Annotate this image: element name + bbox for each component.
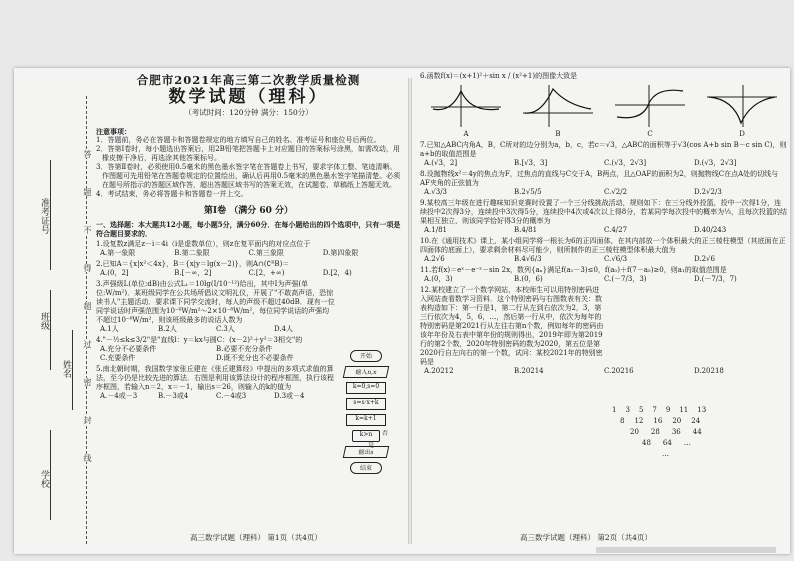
option: C.(√3，2√3] xyxy=(604,159,647,167)
seal-line xyxy=(86,96,87,544)
option: A.1人 xyxy=(100,325,119,333)
question-11 xyxy=(420,266,788,284)
table-cell: … xyxy=(683,439,691,447)
question-stem: 6.函数f(x)＝(x+1)²＋sin x / (x²+1)的图像大致是 xyxy=(420,72,578,80)
flow-input: 输入n,x xyxy=(343,366,390,378)
school-title: 合肥市2021年高三第二次教学质量检测 xyxy=(136,73,361,87)
graph-label: D xyxy=(739,130,745,138)
table-cell: 24 xyxy=(691,417,701,425)
flow-update-k: k=k+1 xyxy=(346,414,386,426)
option: C.4/27 xyxy=(604,226,628,234)
flow-output: 输出s xyxy=(343,446,390,458)
option: C.－4或3 xyxy=(216,392,247,400)
flowchart xyxy=(338,350,394,472)
page-fold xyxy=(408,78,412,544)
number-table xyxy=(612,405,782,460)
binding-label-school: 学校 xyxy=(39,470,49,488)
table-row xyxy=(612,427,782,438)
table-row xyxy=(612,449,782,460)
note-item: 3．答第Ⅱ卷时，必须使用0.5毫米的黑色墨水签字笔在答题卷上书写，要求字体工整、笔迹清晰。作图题可先用铅笔在答题卷规定的位置绘出，确认后再用0.5毫米的黑色墨水签字笔描清楚。必须在题号所指示的答题区域作答，超出答题区域书写的答案无效，在试题卷、草稿纸上答题无效。 xyxy=(96,163,401,189)
option: A.(√3，2] xyxy=(424,159,458,167)
option: B.－3或4 xyxy=(158,392,189,400)
question-stem: 1.设复数z满足z－i＝4i（i是虚数单位），则z在复平面内的对应点位于 xyxy=(96,240,311,248)
option: A.充分不必要条件 xyxy=(100,345,157,353)
binding-label-class: 班级 xyxy=(39,312,49,330)
table-cell: 7 xyxy=(652,406,657,414)
note-item: 2．答第Ⅰ卷时，每小题选出答案后，用2B铅笔把答题卡上对应题目的答案标号涂黑，如需改动，用橡皮擦干净后，再选涂其他答案标号。 xyxy=(96,145,400,162)
option: D.(－7/3，7) xyxy=(694,275,737,283)
table-cell: 1 xyxy=(612,406,617,414)
option: D.2√6 xyxy=(694,255,715,263)
question-2 xyxy=(96,260,401,278)
flow-no: 否 xyxy=(382,430,389,437)
option: C.充要条件 xyxy=(100,354,136,362)
binding-label-name: 姓名 xyxy=(61,360,71,378)
flow-condition: k>n xyxy=(352,430,380,442)
table-cell: 28 xyxy=(650,428,660,436)
option: B.20214 xyxy=(514,367,544,375)
flow-init: k=0,s=0 xyxy=(346,382,386,394)
table-cell: … xyxy=(662,450,669,458)
footer-left: 高三数学试题（理科） 第1页（共4页） xyxy=(190,533,322,542)
question-10 xyxy=(420,237,788,264)
option: B.2人 xyxy=(158,325,177,333)
class-line xyxy=(50,290,51,370)
option: D.(√3，2√3] xyxy=(694,159,737,167)
option: B.必要不充分条件 xyxy=(216,345,273,353)
seal-char: 题 xyxy=(83,188,92,196)
table-row xyxy=(612,416,782,427)
section-intro: 一、选择题：本大题共12小题，每小题5分，满分60分．在每小题给出的四个选项中，只有一项是符合题目要求的． xyxy=(96,220,401,238)
seal-char: 过 xyxy=(83,340,92,348)
option: D.4人 xyxy=(274,325,294,333)
table-row xyxy=(612,405,782,416)
option: B.(0，6) xyxy=(514,275,543,283)
option: C.第三象限 xyxy=(248,249,284,257)
option: A.(0，2] xyxy=(100,269,129,277)
question-stem: 2.已知A＝{x|x²＜4x}，B＝{x|y＝lg(x－2)}，则A∩(∁ᴿB)＝ xyxy=(96,260,290,268)
table-cell: 3 xyxy=(625,406,630,414)
graph-b xyxy=(523,83,593,127)
option: A.第一象限 xyxy=(100,249,136,257)
question-1 xyxy=(96,240,401,258)
question-stem: 11.若f(x)＝eˣ－e⁻ˣ－sin 2x，数列{aₙ}满足f(a₁－3)≤0，f(a₅)＋f(7－a₅)≥0，则a₁的取值范围是 xyxy=(420,266,727,274)
graph-options xyxy=(420,83,788,139)
option: A.(0，3) xyxy=(424,275,453,283)
binding-label-exam-id: 准考证号 xyxy=(39,198,49,234)
table-cell: 64 xyxy=(662,439,672,447)
table-cell: 44 xyxy=(692,428,702,436)
question-stem: 9.某校高三年级在进行趣味知识竞赛时设置了一个三分线挑战活动，规则如下：在三分线外投篮，投中一次得1分，连续投中2次得3分，连续投中3次得5分，连续投中4次或4次以上得8分，若某同学每次投中的概率为⅓，且每次投篮的结果相互独立，则该同学恰好得3分的概率为 xyxy=(420,199,787,225)
question-stem: 4."－½≤k≤3/2"是"直线l：y＝kx与圆C：(x－2)²＋y²＝3相交"的 xyxy=(96,336,303,344)
seal-char: 不 xyxy=(83,226,92,234)
option: C.√2/2 xyxy=(604,188,628,196)
note-item: 4．考试结束，务必将答题卡和答题卷一并上交。 xyxy=(96,190,248,198)
exam-id-line xyxy=(50,160,51,270)
option: B.4√6/3 xyxy=(514,255,542,263)
note-item: 1．答题前，务必在答题卡和答题卷规定的地方填写自己的姓名、准考证号和座位号后两位。 xyxy=(96,136,381,144)
option: D.[2，4) xyxy=(322,269,352,277)
option: A.1/81 xyxy=(424,226,447,234)
question-6 xyxy=(420,72,788,81)
option: D.第四象限 xyxy=(322,249,359,257)
seal-char: 封 xyxy=(83,416,92,424)
table-cell: 9 xyxy=(665,406,671,414)
option: C.20216 xyxy=(604,367,634,375)
table-cell: 8 xyxy=(620,417,625,425)
flow-yes: 是 xyxy=(368,442,375,449)
table-cell: 16 xyxy=(653,417,663,425)
graph-label: C xyxy=(647,130,653,138)
question-12 xyxy=(420,286,788,376)
question-stem: 3.声强级L(单位:dB)由公式L₁＝10lg(I/10⁻¹²)给出，其中I为声强(单位:W/m²)．某班级同学在公共场所倡议文明礼仪，开展了"不敢高声语，恐惊读书人"主题活动．要求课下同学交流时，每人的声级不超过40dB．现有一位同学说话时声强范围为10⁻⁶W/m²～2×10⁻⁸W/m²，每位同学说话的声强均不超过10⁻⁸W/m²，则该班级最多的说话人数为 xyxy=(96,280,335,324)
question-3 xyxy=(96,280,336,334)
footer-right: 高三数学试题（理科） 第2页（共4页） xyxy=(520,533,652,542)
question-stem: 8.设抛物线x²＝4y的焦点为F，过焦点的直线与C交于A，B两点，且△OAF的面积为2，则抛物线C在点A处的切线与AF夹角的正弦值为 xyxy=(420,170,779,187)
seal-char: 得 xyxy=(83,264,92,272)
section-title: 第Ⅰ卷 （满分 60 分） xyxy=(203,206,294,216)
option: B.4/81 xyxy=(514,226,538,234)
flow-start: 开始 xyxy=(350,350,382,362)
graph-label: B xyxy=(555,130,561,138)
option: D.2√2/3 xyxy=(694,188,722,196)
question-5 xyxy=(96,365,336,401)
option: D.40/243 xyxy=(694,226,727,234)
right-page xyxy=(420,70,788,376)
table-cell: 11 xyxy=(679,406,689,414)
option: C.3人 xyxy=(216,325,235,333)
question-9 xyxy=(420,199,788,235)
question-4 xyxy=(96,336,336,363)
option: B.[－∞，2] xyxy=(174,269,212,277)
option: C.[2，+∞) xyxy=(248,269,285,277)
question-stem: 12.某校建立了一个数学网站，本校师生可以用特别密码进入网站查看数学习资料．这个特别密码与右图数表有关：数表构造如下：第一行是1，第二行从左到右依次为2，3，第三行依次为4，5，6，…，然后第一行从中，依次为每年的特别密码是第2021行从左往右第n个数，例如每年的密码由该年年份及右表中第年份的规则得出，2019年即为第2019行的第2个数，2020年特别密码的数为2020，第五位是第2020行自左向右的第一个数，试问：某校2021年的特别密码是 xyxy=(420,286,604,366)
seal-char: 超 xyxy=(83,302,92,310)
option: A.√3/3 xyxy=(424,188,448,196)
table-cell: 36 xyxy=(671,428,681,436)
seal-char: 线 xyxy=(83,454,92,462)
graph-d xyxy=(707,83,777,127)
school-line xyxy=(50,430,51,520)
question-stem: 10.在《通用技术》课上，某小组同学将一根长为6的正四面体，在其内部放一个体积最大的正三棱柱模型（其底面在正四面体的底面上），要求剩余材料尽可能少，则所制作的正三棱柱模型体积最大值为 xyxy=(420,237,786,254)
seal-char: 密 xyxy=(83,378,92,386)
option: B.第二象限 xyxy=(174,249,210,257)
graph-a xyxy=(431,83,501,127)
option: B.[√3，3] xyxy=(514,159,548,167)
name-line xyxy=(72,330,73,410)
table-cell: 12 xyxy=(634,417,644,425)
option: C.√6/3 xyxy=(604,255,628,263)
option: D.既不充分也不必要条件 xyxy=(216,354,294,362)
seal-char: 答 xyxy=(83,150,92,158)
table-cell: 20 xyxy=(630,428,639,436)
question-stem: 7.已知△ABC内角A，B，C所对的边分别为a，b，c，若c＝√3，△ABC的面积等于√3(cos A+b sin B－c sin C)，则a+b的取值范围是 xyxy=(420,141,787,158)
exam-info: （考试时间：120分钟 满分：150分） xyxy=(184,108,313,117)
option: D.3或－4 xyxy=(274,392,305,400)
table-cell: 13 xyxy=(697,406,707,414)
question-stem: 5.南北朝时期，我国数学家张丘建在《张丘建算经》中提出的多项式求值的算法，至今仍是比较先进的算法．右图是利用该算法设计的程序框图，执行该程序框图，若输入n＝2，x＝－1，输出s＝26，则输入的k的值为 xyxy=(96,365,334,391)
option: A.2√6 xyxy=(424,255,445,263)
table-cell: 48 xyxy=(642,439,651,447)
graph-c xyxy=(615,83,685,127)
subject-title: 数学试题（理科） xyxy=(168,87,329,107)
notes-heading: 注意事项： xyxy=(96,127,131,136)
option: A.20212 xyxy=(424,367,454,375)
option: C.(－7/3，3) xyxy=(604,275,647,283)
option: A.－4或－3 xyxy=(100,392,138,400)
option: B.2√5/5 xyxy=(514,188,542,196)
option: D.20218 xyxy=(694,367,724,375)
flow-update-s: s=s·x+k xyxy=(346,398,386,410)
table-cell: 20 xyxy=(672,417,682,425)
graph-label: A xyxy=(463,130,469,138)
question-7 xyxy=(420,141,788,168)
page-edge-shadow xyxy=(596,547,776,553)
table-row xyxy=(612,438,782,449)
question-8 xyxy=(420,170,788,197)
flow-end: 结束 xyxy=(350,462,382,474)
table-cell: 5 xyxy=(638,406,644,414)
